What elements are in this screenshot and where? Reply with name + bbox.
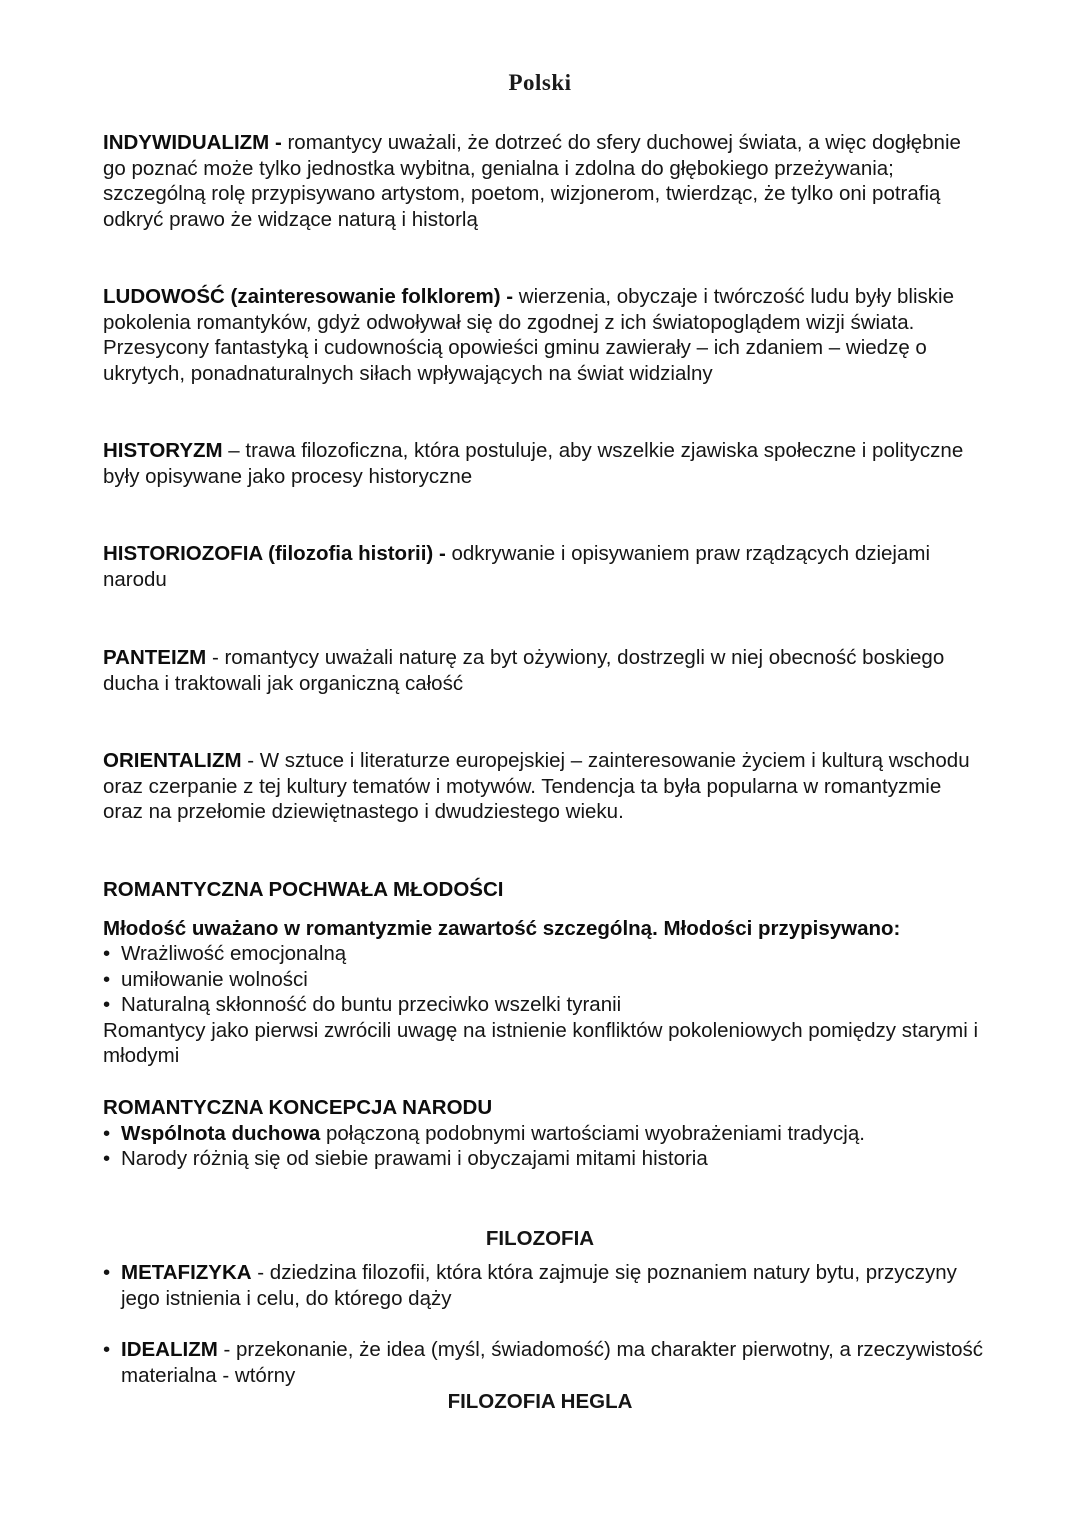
list-item: • Wspólnota duchowa połączoną podobnymi wartościami wyobrażeniami tradycją. — [103, 1121, 865, 1145]
list-item: • Naturalną skłonność do buntu przeciwko wszelki tyranii — [103, 993, 622, 1016]
definition-text: odkrywanie i opisywaniem praw rządzących dziejami narodu — [103, 542, 931, 591]
list-item: • IDEALIZM - przekonanie, że idea (myśl, świadomość) ma charakter pierwotny, a rzeczywistość materialna - wtórny — [103, 1338, 984, 1387]
bullet-icon: • — [103, 967, 111, 991]
term: INDYWIDUALIZM - — [103, 131, 282, 154]
definition-text: - romantycy uważali naturę za byt ożywiony, dostrzegli w niej obecność boskiego ducha i traktowali jak organiczną całość — [103, 646, 945, 695]
definition-ludowosc — [103, 284, 983, 386]
term: ORIENTALIZM — [103, 749, 242, 772]
youth-section — [103, 877, 983, 1069]
section-heading-filozofia-hegla: FILOZOFIA HEGLA — [447, 1390, 633, 1413]
term: HISTORIOZOFIA (filozofia historii) - — [103, 542, 446, 565]
section-heading-filozofia: FILOZOFIA — [485, 1227, 595, 1250]
section-heading: ROMANTYCZNA POCHWAŁA MŁODOŚCI — [103, 878, 504, 901]
list-item: • umiłowanie wolności — [103, 967, 308, 991]
nation-section — [103, 1095, 983, 1172]
bullet-icon: • — [103, 942, 111, 965]
bullet-icon: • — [103, 993, 111, 1016]
bullet-icon: • — [103, 1121, 111, 1145]
definition-panteizm — [103, 645, 983, 696]
term: LUDOWOŚĆ (zainteresowanie folklorem) - — [103, 285, 514, 308]
definition-text: - W sztuce i literaturze europejskiej – zainteresowanie życiem i kulturą wschodu oraz czerpanie z tej kultury tematów i motywów. Tendencja ta była popularna w romantyzmie oraz na przełomie dziewiętnastego i dwudziestego wieku. — [103, 749, 970, 823]
bullet-icon: • — [103, 1147, 111, 1170]
page-title: Polski — [508, 70, 572, 95]
philosophy-section — [103, 1260, 983, 1388]
definition-historyzm — [103, 438, 983, 489]
section-intro: Młodość uważano w romantyzmie zawartość szczególną. Młodości przypisywano: — [103, 916, 901, 940]
list-item: • METAFIZYKA - dziedzina filozofii, która która zajmuje się poznaniem natury bytu, przyczyny jego istnienia i celu, do którego dąży — [103, 1261, 957, 1310]
definition-historiozofia — [103, 541, 983, 592]
definition-orientalizm — [103, 748, 983, 825]
definition-text: wierzenia, obyczaje i twórczość ludu były bliskie pokolenia romantyków, gdyż odwoływał się do zgodnej z ich światopoglądem wizji świata. Przesycony fantastyką i cudownością opowieści gminu zawierały – ich zdaniem – wiedzę o ukrytych, ponadnaturalnych siłach wpływających na świat widzialny — [103, 285, 954, 385]
list-item: • Wrażliwość emocjonalną — [103, 942, 347, 965]
term: HISTORYZM — [103, 439, 223, 462]
list-item: • Narody różnią się od siebie prawami i obyczajami mitami historia — [103, 1147, 708, 1170]
section-closing: Romantycy jako pierwsi zwrócili uwagę na istnienie konfliktów pokoleniowych pomiędzy starymi i młodymi — [103, 1018, 979, 1067]
section-heading: ROMANTYCZNA KONCEPCJA NARODU — [103, 1096, 493, 1119]
definition-text: – trawa filozoficzna, która postuluje, aby wszelkie zjawiska społeczne i polityczne były opisywane jako procesy historyczne — [103, 439, 964, 488]
bullet-icon: • — [103, 1261, 111, 1284]
definition-text: romantycy uważali, że dotrzeć do sfery duchowej świata, a więc dogłębnie go poznać może tylko jednostka wybitna, genialna i zdolna do głębokiego przeżywania; szczególną rolę przypisywano artystom, poetom, wizjonerom, twierdząc, że tylko oni potrafią odkryć prawo że widzące naturą i historlą — [103, 131, 961, 231]
definition-indywidualizm — [103, 130, 983, 232]
term: PANTEIZM — [103, 646, 207, 669]
bullet-icon: • — [103, 1338, 111, 1361]
